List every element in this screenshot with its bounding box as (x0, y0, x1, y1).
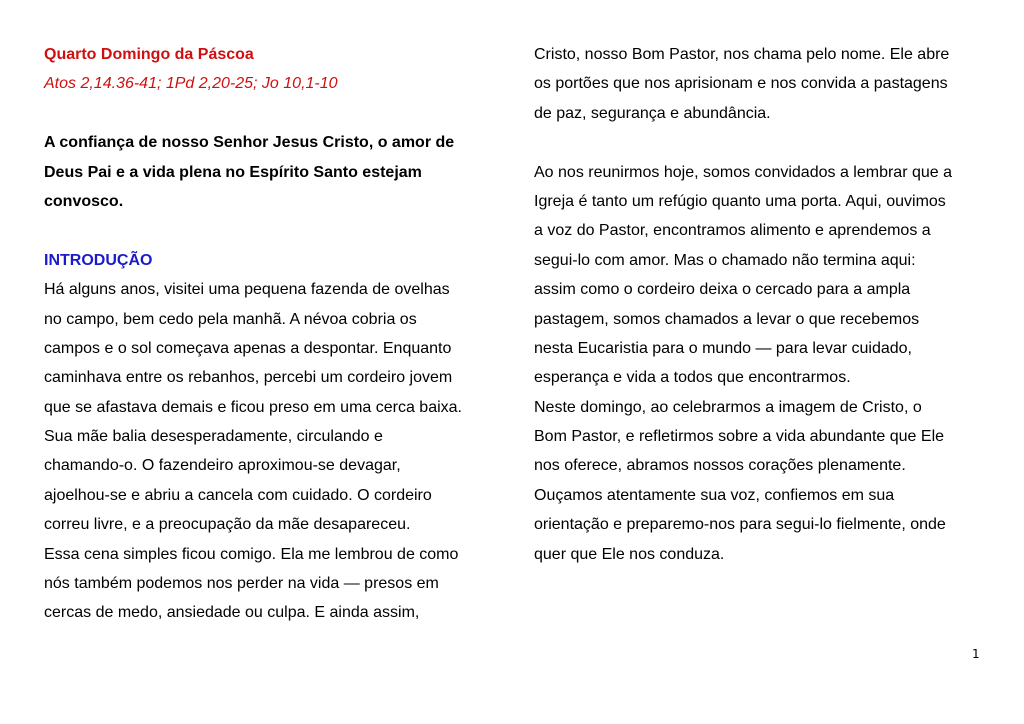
text-line: Ao nos reunirmos hoje, somos convidados a lembrar que a (534, 163, 952, 181)
document-title: Quarto Domingo da Páscoa (44, 46, 254, 63)
text-line: Igreja é tanto um refúgio quanto uma porta. Aqui, ouvimos (534, 192, 946, 210)
text-line: Há alguns anos, visitei uma pequena fazenda de ovelhas (44, 281, 450, 299)
text-line: que se afastava demais e ficou preso em uma cerca baixa. (44, 398, 462, 416)
text-line: nesta Eucaristia para o mundo — para levar cuidado, (534, 339, 912, 357)
text-line: no campo, bem cedo pela manhã. A névoa cobria os (44, 310, 417, 328)
blank-line (534, 128, 1004, 157)
text-line: quer que Ele nos conduza. (534, 545, 725, 563)
text-line: cercas de medo, ansiedade ou culpa. E ainda assim, (44, 604, 420, 622)
text-line: Ouçamos atentamente sua voz, confiemos em sua (534, 486, 895, 504)
text-line: a voz do Pastor, encontramos alimento e aprendemos a (534, 222, 931, 240)
greeting (44, 128, 514, 216)
greeting-line: convosco. (44, 192, 124, 210)
text-line: Neste domingo, ao celebrarmos a imagem de Cristo, o (534, 398, 922, 416)
left-body (44, 275, 514, 628)
right-column (534, 40, 1004, 569)
text-line: os portões que nos aprisionam e nos convida a pastagens (534, 75, 948, 93)
text-line: caminhava entre os rebanhos, percebi um cordeiro jovem (44, 369, 453, 387)
text-line: pastagem, somos chamados a levar o que recebemos (534, 310, 920, 328)
text-line: assim como o cordeiro deixa o cercado para a ampla (534, 281, 911, 299)
text-line: segui-lo com amor. Mas o chamado não termina aqui: (534, 251, 916, 269)
blank-line (44, 216, 514, 245)
right-paragraph-1 (534, 40, 1004, 128)
text-line: Bom Pastor, e refletirmos sobre a vida abundante que Ele (534, 428, 945, 446)
page-number: 1 (972, 647, 980, 661)
text-line: nós também podemos nos perder na vida — presos em (44, 575, 439, 593)
text-line: orientação e preparemo-nos para segui-lo fielmente, onde (534, 516, 946, 534)
text-line: Sua mãe balia desesperadamente, circulando e (44, 428, 383, 446)
right-paragraph-2 (534, 158, 1004, 569)
greeting-line: Deus Pai e a vida plena no Espírito Santo estejam (44, 163, 422, 181)
text-line: Essa cena simples ficou comigo. Ela me lembrou de como (44, 545, 459, 563)
text-line: campos e o sol começava apenas a despontar. Enquanto (44, 339, 452, 357)
left-column (44, 40, 514, 628)
greeting-line: A confiança de nosso Senhor Jesus Cristo, o amor de (44, 134, 455, 152)
text-line: chamando-o. O fazendeiro aproximou-se devagar, (44, 457, 401, 475)
text-line: correu livre, e a preocupação da mãe desapareceu. (44, 516, 411, 534)
text-line: nos oferece, abramos nossos corações plenamente. (534, 457, 906, 475)
section-heading: INTRODUÇÃO (44, 251, 153, 269)
text-line: de paz, segurança e abundância. (534, 104, 771, 122)
readings-reference: Atos 2,14.36-41; 1Pd 2,20-25; Jo 10,1-10 (44, 75, 338, 93)
text-line: ajoelhou-se e abriu a cancela com cuidado. O cordeiro (44, 486, 432, 504)
text-line: esperança e vida a todos que encontrarmos. (534, 369, 851, 387)
text-line: Cristo, nosso Bom Pastor, nos chama pelo nome. Ele abre (534, 46, 950, 63)
blank-line (44, 99, 514, 128)
